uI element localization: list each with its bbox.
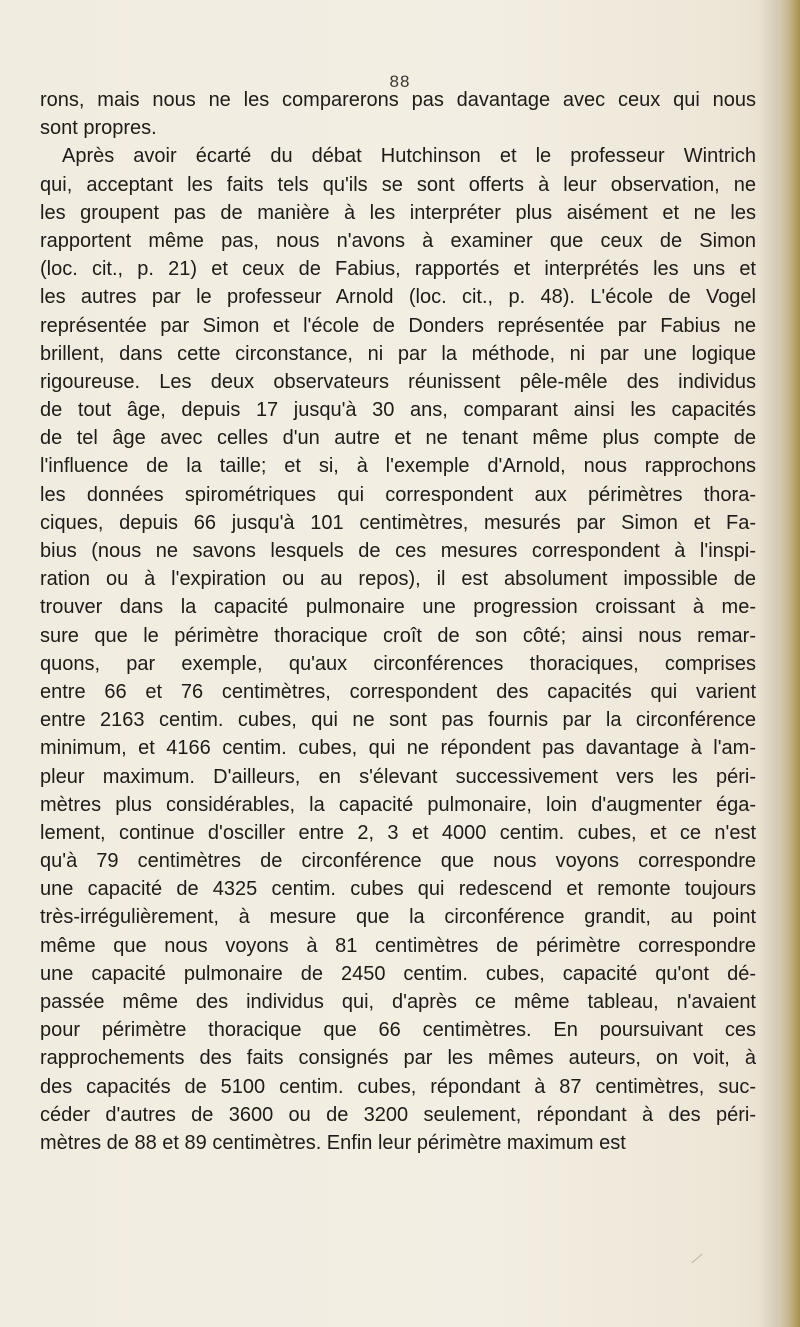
text-line: pour périmètre thoracique que 66 centimètres. En poursuivant ces: [40, 1019, 756, 1042]
text-line: mètres plus considérables, la capacité pulmonaire, loin d'augmenter éga-: [40, 793, 756, 816]
text-line: sont propres.: [40, 117, 157, 140]
text-line: les groupent pas de manière à les interpréter plus aisément et ne les: [40, 201, 756, 224]
text-line: passée même des individus qui, d'après ce même tableau, n'avaient: [40, 991, 756, 1013]
text-line: de tel âge avec celles d'un autre et ne tenant même plus compte de: [40, 427, 756, 450]
text-line: très-irrégulièrement, à mesure que la circonférence grandit, au point: [40, 906, 756, 929]
text-line: ciques, depuis 66 jusqu'à 101 centimètres, mesurés par Simon et Fa-: [40, 511, 756, 534]
text-line: une capacité pulmonaire de 2450 centim. cubes, capacité qu'ont dé-: [40, 962, 756, 985]
text-line: brillent, dans cette circonstance, ni par la méthode, ni par une logique: [40, 342, 756, 365]
text-line: minimum, et 4166 centim. cubes, qui ne répondent pas davantage à l'am-: [40, 737, 756, 760]
text-line: bius (nous ne savons lesquels de ces mesures correspondent à l'inspi-: [40, 540, 756, 562]
text-line: même que nous voyons à 81 centimètres de périmètre correspondre: [40, 934, 756, 957]
page-edge-shadow: [760, 0, 778, 1327]
page-edge: [778, 0, 800, 1327]
text-line: de tout âge, depuis 17 jusqu'à 30 ans, comparant ainsi les capacités: [40, 399, 756, 422]
text-line: entre 66 et 76 centimètres, correspondent des capacités qui varient: [40, 680, 756, 703]
text-line: rons, mais nous ne les comparerons pas davantage avec ceux qui nous: [40, 89, 756, 111]
text-line: ration ou à l'expiration ou au repos), il est absolument impossible de: [40, 568, 756, 591]
text-line: l'influence de la taille; et si, à l'exemple d'Arnold, nous rapprochons: [40, 455, 756, 478]
text-line: rigoureuse. Les deux observateurs réunissent pêle-mêle des individus: [40, 370, 756, 393]
text-line: rapportent même pas, nous n'avons à examiner que ceux de Simon: [40, 229, 756, 252]
text-line: céder d'autres de 3600 ou de 3200 seulement, répondant à des péri-: [40, 1103, 756, 1126]
text-line: Après avoir écarté du débat Hutchinson et le professeur Wintrich: [62, 145, 756, 168]
text-line: rapprochements des faits consignés par les mêmes auteurs, on voit, à: [40, 1047, 756, 1070]
text-line: les autres par le professeur Arnold (loc. cit., p. 48). L'école de Vogel: [40, 286, 756, 309]
body-text: [40, 86, 756, 1157]
text-line: (loc. cit., p. 21) et ceux de Fabius, rapportés et interprétés les uns et: [40, 258, 756, 281]
text-line: qui, acceptant les faits tels qu'ils se sont offerts à leur observation, ne: [40, 173, 756, 196]
text-line: représentée par Simon et l'école de Donders représentée par Fabius ne: [40, 314, 756, 337]
text-line: trouver dans la capacité pulmonaire une progression croissant à me-: [40, 596, 756, 619]
text-line: quons, par exemple, qu'aux circonférences thoraciques, comprises: [40, 652, 756, 675]
page-number: 88: [389, 72, 411, 91]
text-line: pleur maximum. D'ailleurs, en s'élevant successivement vers les péri-: [40, 765, 756, 788]
text-line: des capacités de 5100 centim. cubes, répondant à 87 centimètres, suc-: [40, 1075, 756, 1098]
text-line: sure que le périmètre thoracique croît de son côté; ainsi nous remar-: [40, 624, 756, 647]
text-line: qu'à 79 centimètres de circonférence que nous voyons correspondre: [40, 850, 756, 873]
text-line: mètres de 88 et 89 centimètres. Enfin leur périmètre maximum est: [40, 1131, 626, 1154]
text-line: les données spirométriques qui correspondent aux périmètres thora-: [40, 483, 756, 506]
pencil-mark: [691, 1254, 702, 1264]
text-line: lement, continue d'osciller entre 2, 3 et 4000 centim. cubes, et ce n'est: [40, 821, 756, 844]
text-line: une capacité de 4325 centim. cubes qui redescend et remonte toujours: [40, 878, 756, 901]
text-line: entre 2163 centim. cubes, qui ne sont pas fournis par la circonférence: [40, 709, 756, 732]
